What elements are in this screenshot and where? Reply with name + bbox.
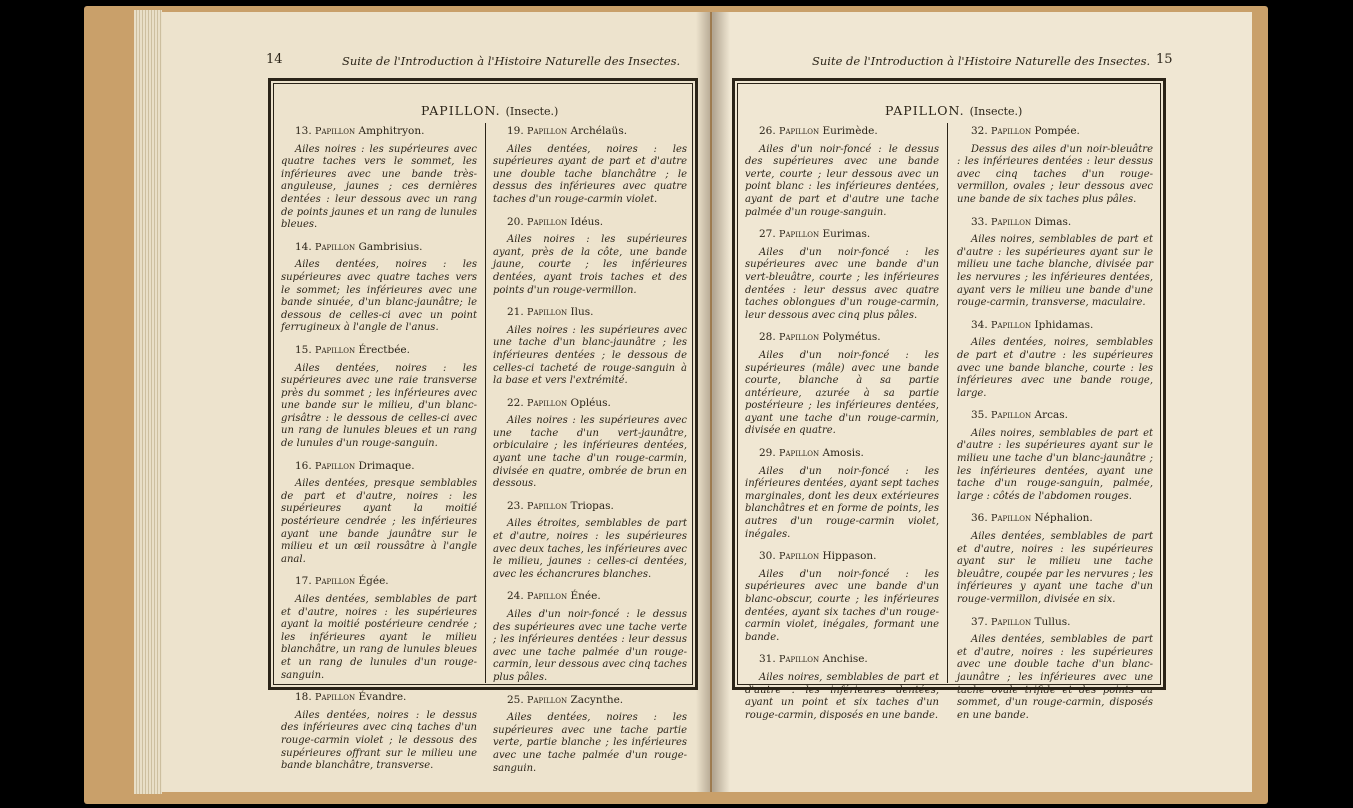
entry-description: Ailes dentées, noires : les supérieures avec quatre taches vers le sommet; les inférieures avec une bande sinuée, d'un blanc-jaunâtre; le dessous de celles-ci avec un point ferrugineux à l'angle de l'anus. xyxy=(281,259,477,334)
entry-species-name: Idéus. xyxy=(570,215,604,228)
entry-genus: Papillon xyxy=(991,410,1032,422)
entry-genus: Papillon xyxy=(315,241,356,253)
page-edges xyxy=(134,10,162,794)
entry-genus: Papillon xyxy=(991,216,1032,228)
entry-number: 21. xyxy=(507,306,524,319)
entry-heading xyxy=(493,216,687,230)
species-entry xyxy=(493,306,687,388)
right-column-2 xyxy=(957,125,1153,731)
entry-number: 27. xyxy=(759,228,776,241)
species-entry xyxy=(745,125,939,219)
entry-species-name: Énée. xyxy=(570,590,601,603)
entry-number: 13. xyxy=(295,125,312,137)
entry-description: Ailes noires : les supérieures ayant, près de la côte, une bande jaune, courte ; les inférieures dentées, ayant trois taches et des points d'un rouge-vermillon. xyxy=(493,234,687,296)
entry-genus: Papillon xyxy=(991,616,1032,628)
entry-genus: Papillon xyxy=(527,216,568,228)
entry-heading xyxy=(281,344,477,358)
entry-number: 32. xyxy=(971,125,988,137)
entry-genus: Papillon xyxy=(527,591,568,603)
entry-description: Ailes noires : les supérieures avec une tache d'un blanc-jaunâtre ; les inférieures dentées ; le dessous de celles-ci tacheté de rouge-sanguin à la base et vers l'extrémité. xyxy=(493,324,687,387)
entry-genus: Papillon xyxy=(527,307,568,319)
right-column-1 xyxy=(745,125,939,731)
entry-heading xyxy=(493,397,687,411)
entry-heading xyxy=(493,590,687,604)
entry-heading xyxy=(745,550,939,564)
right-panel-title xyxy=(885,103,1022,118)
entry-genus: Papillon xyxy=(527,397,568,409)
entry-genus: Papillon xyxy=(991,513,1032,525)
entry-genus: Papillon xyxy=(527,126,568,137)
entry-number: 24. xyxy=(507,590,524,603)
entry-number: 19. xyxy=(507,125,524,137)
entry-number: 26. xyxy=(759,125,776,137)
species-entry xyxy=(281,241,477,335)
entry-number: 22. xyxy=(507,396,524,409)
species-entry xyxy=(957,125,1153,207)
species-entry xyxy=(493,125,687,207)
right-page-number: 15 xyxy=(1156,52,1173,67)
entry-species-name: Eurimas. xyxy=(822,228,871,241)
entry-species-name: Gambrisius. xyxy=(358,240,423,253)
entry-species-name: Érectbée. xyxy=(358,343,410,356)
species-entry xyxy=(493,590,687,684)
entry-number: 30. xyxy=(759,550,776,563)
entry-genus: Papillon xyxy=(779,332,820,344)
entry-species-name: Hippason. xyxy=(822,550,877,563)
entry-number: 15. xyxy=(295,343,312,356)
entry-description: Ailes dentées, semblables de part et d'autre, noires : les supérieures ayant sur le milieu une tache bleuâtre, coupée par les nervures ; les inférieures y ayant une tache d'un rouge-vermillon, divisée en six. xyxy=(957,531,1153,605)
right-page xyxy=(712,12,1252,792)
entry-genus: Papillon xyxy=(779,229,820,241)
entry-heading xyxy=(745,331,939,345)
entry-number: 28. xyxy=(759,331,776,344)
entry-species-name: Zacynthe. xyxy=(570,693,624,706)
entry-heading xyxy=(281,575,477,589)
entry-species-name: Néphalion. xyxy=(1034,512,1093,525)
left-page xyxy=(162,12,710,792)
entry-species-name: Arcas. xyxy=(1034,409,1068,422)
entry-number: 25. xyxy=(507,693,524,706)
entry-description: Ailes dentées, noires, semblables de part et d'autre : les supérieures avec une bande blanche, courte : les inférieures avec une bande rouge, large. xyxy=(957,337,1153,399)
entry-number: 29. xyxy=(759,447,776,460)
entry-description: Ailes d'un noir-foncé : le dessus des supérieures avec une tache verte ; les inférieures dentées : leur dessus avec une tache palmée d'un rouge-carmin, leur dessous avec cinq taches plus pâles. xyxy=(493,609,687,683)
entry-species-name: Archélaüs. xyxy=(570,125,628,137)
entry-heading xyxy=(957,616,1153,630)
entry-description: Ailes étroites, semblables de part et d'autre, noires : les supérieures avec deux taches, les inférieures avec le milieu, jaunes : celles-ci dentées, avec les échancrures blanches. xyxy=(493,518,687,580)
entry-genus: Papillon xyxy=(527,500,568,512)
entry-number: 36. xyxy=(971,512,988,525)
entry-genus: Papillon xyxy=(315,344,356,356)
right-frame xyxy=(732,78,1166,721)
entry-species-name: Opléus. xyxy=(570,396,611,409)
entry-description: Ailes dentées, presque semblables de part et d'autre, noires : les supérieures ayant la moitié postérieure cendrée ; les inférieures ayant une bande jaunâtre sur le milieu et un œil roussâtre à l'angle anal. xyxy=(281,478,477,565)
species-entry xyxy=(745,228,939,322)
entry-species-name: Amosis. xyxy=(822,447,864,460)
entry-genus: Papillon xyxy=(315,576,356,588)
entry-heading xyxy=(957,125,1153,139)
entry-species-name: Égée. xyxy=(358,575,389,588)
entry-description: Ailes dentées, semblables de part et d'autre, noires : les supérieures ayant la moitié postérieure cendrée ; les inférieures ayant le milieu blanchâtre, un rang de lunules bleues et un rang de lunules d'un rouge-sanguin. xyxy=(281,594,477,681)
entry-species-name: Ilus. xyxy=(570,306,594,319)
entry-species-name: Dimas. xyxy=(1034,215,1072,228)
entry-number: 18. xyxy=(295,691,312,704)
entry-number: 16. xyxy=(295,459,312,472)
left-panel-title-text: PAPILLON. xyxy=(421,103,501,118)
entry-number: 17. xyxy=(295,575,312,588)
entry-heading xyxy=(493,500,687,514)
entry-genus: Papillon xyxy=(779,126,820,137)
entry-species-name: Triopas. xyxy=(570,499,614,512)
entry-heading xyxy=(957,216,1153,230)
species-entry xyxy=(493,397,687,491)
entry-description: Ailes noires : les supérieures avec une tache d'un vert-jaunâtre, orbiculaire ; les inférieures dentées, ayant une tache d'un rouge-carmin, divisée en quatre, ombrée de brun en dessous. xyxy=(493,415,687,490)
entry-description: Ailes dentées, noires : le dessus des inférieures avec cinq taches d'un rouge-carmin violet ; le dessous des supérieures offrant sur le milieu une bande blanchâtre, transverse. xyxy=(281,709,477,772)
entry-number: 14. xyxy=(295,240,312,253)
entry-heading xyxy=(281,691,477,705)
entry-heading xyxy=(281,460,477,474)
entry-genus: Papillon xyxy=(779,448,820,460)
entry-heading xyxy=(745,653,939,667)
entry-species-name: Polymétus. xyxy=(822,331,881,344)
entry-genus: Papillon xyxy=(779,654,820,666)
species-entry xyxy=(493,500,687,582)
entry-description: Ailes d'un noir-foncé : les supérieures avec une bande d'un vert-bleuâtre, courte ; les inférieures dentées : leur dessus avec quatre taches oblongues d'un rouge-carmin, leur dessous avec cinq plus pâles. xyxy=(745,246,939,321)
entry-species-name: Anchise. xyxy=(822,653,868,666)
right-panel-title-text: PAPILLON. xyxy=(885,103,965,118)
species-entry xyxy=(745,331,939,438)
entry-species-name: Pompée. xyxy=(1034,125,1080,137)
species-entry xyxy=(281,344,477,451)
entry-description: Ailes noires, semblables de part et d'autre : les supérieures ayant sur le milieu une tache blanche, divisée par les nervures ; les inférieures dentées, ayant vers le milieu une bande d'une rouge-carmin, transverse, maculaire. xyxy=(957,234,1153,309)
entry-genus: Papillon xyxy=(991,319,1032,331)
left-running-head: Suite de l'Introduction à l'Histoire Naturelle des Insectes. xyxy=(342,54,681,68)
entry-description: Ailes d'un noir-foncé : les supérieures (mâle) avec une bande courte, blanche à sa partie antérieure, azurée à sa partie postérieure ; les inférieures dentées, ayant une tache d'un rouge-carmin, divisée en quatre. xyxy=(745,349,939,437)
entry-description: Dessus des ailes d'un noir-bleuâtre : les inférieures dentées : leur dessus avec cinq taches d'un rouge-vermillon, ovales ; leur dessous avec une bande de six taches plus pâles. xyxy=(957,143,1153,205)
entry-species-name: Tullus. xyxy=(1034,615,1071,628)
species-entry xyxy=(493,694,687,776)
species-entry xyxy=(281,691,477,773)
species-entry xyxy=(745,447,939,541)
left-panel-title xyxy=(421,103,558,118)
left-column-2 xyxy=(493,125,687,784)
entry-heading xyxy=(745,447,939,461)
entry-heading xyxy=(493,125,687,139)
entry-description: Ailes noires, semblables de part et d'autre : les inférieures dentées, ayant un point et six taches d'un rouge-carmin, disposés en une bande. xyxy=(745,671,939,721)
entry-species-name: Amphitryon. xyxy=(358,125,425,137)
entry-number: 35. xyxy=(971,409,988,422)
species-entry xyxy=(281,460,477,567)
species-entry xyxy=(745,550,939,644)
species-entry xyxy=(281,575,477,682)
left-column-1 xyxy=(281,125,477,782)
entry-species-name: Drimaque. xyxy=(358,459,415,472)
entry-genus: Papillon xyxy=(315,692,356,704)
right-panel-subtitle: (Insecte.) xyxy=(969,105,1023,118)
entry-heading xyxy=(957,319,1153,333)
entry-description: Ailes dentées, semblables de part et d'autre, noires : les supérieures avec une double tache d'un blanc-jaunâtre ; les inférieures avec une tache ovale trifide et des points au sommet, d'un rouge-carmin, disposés en une bande. xyxy=(957,634,1153,721)
entry-genus: Papillon xyxy=(315,460,356,472)
entry-number: 31. xyxy=(759,653,776,666)
left-column-rule xyxy=(485,123,486,683)
entry-description: Ailes d'un noir-foncé : les inférieures dentées, ayant sept taches marginales, dont les deux extérieures blanchâtres et en forme de points, les autres d'un rouge-carmin violet, inégales. xyxy=(745,465,939,540)
entry-number: 33. xyxy=(971,215,988,228)
entry-genus: Papillon xyxy=(991,126,1032,137)
entry-heading xyxy=(281,241,477,255)
species-entry xyxy=(493,216,687,298)
species-entry xyxy=(745,653,939,722)
right-running-head: Suite de l'Introduction à l'Histoire Naturelle des Insectes. xyxy=(812,54,1151,68)
entry-genus: Papillon xyxy=(779,551,820,563)
entry-number: 37. xyxy=(971,615,988,628)
entry-description: Ailes dentées, noires : les supérieures ayant de part et d'autre une double tache blanchâtre ; le dessus des inférieures avec quatre taches d'un rouge-carmin violet. xyxy=(493,143,687,205)
entry-number: 23. xyxy=(507,499,524,512)
entry-species-name: Évandre. xyxy=(358,691,407,704)
right-column-rule xyxy=(947,123,948,683)
entry-heading xyxy=(493,306,687,320)
entry-heading xyxy=(957,409,1153,423)
species-entry xyxy=(957,319,1153,401)
entry-number: 20. xyxy=(507,215,524,228)
entry-description: Ailes d'un noir-foncé : les supérieures avec une bande d'un blanc-obscur, courte ; les inférieures dentées, ayant six taches d'un rouge-carmin violet, inégales, formant une bande. xyxy=(745,568,939,643)
book-gutter xyxy=(696,12,730,792)
species-entry xyxy=(957,616,1153,723)
entry-heading xyxy=(745,125,939,139)
left-panel-subtitle: (Insecte.) xyxy=(505,105,559,118)
entry-description: Ailes noires : les supérieures avec quatre taches vers le sommet, les inférieures avec une bande très-anguleuse, jaunes ; ces dernières dentées : leur dessous avec un rang de points jaunes et un rang de lunules bleues. xyxy=(281,143,477,231)
entry-description: Ailes dentées, noires : les supérieures avec une raie transverse près du sommet ; les inférieures avec une bande sur le milieu, d'un blanc-grisâtre : le dessous de celles-ci avec un rang de lunules bleues et un rang de lunules d'un rouge-sanguin. xyxy=(281,362,477,450)
left-page-number: 14 xyxy=(266,52,283,67)
species-entry xyxy=(957,512,1153,606)
entry-heading xyxy=(281,125,477,139)
entry-genus: Papillon xyxy=(315,126,356,137)
left-frame xyxy=(268,78,698,774)
entry-heading xyxy=(957,512,1153,526)
entry-description: Ailes noires, semblables de part et d'autre : les supérieures ayant sur le milieu une tache d'un blanc-jaunâtre ; les inférieures dentées, ayant une tache d'un rouge-sanguin, palmée, large : côtés de l'abdomen rouges. xyxy=(957,427,1153,502)
entry-species-name: Iphidamas. xyxy=(1034,318,1094,331)
entry-description: Ailes dentées, noires : les supérieures avec une tache partie verte, partie blanche ; les inférieures avec une tache palmée d'un rouge-sanguin. xyxy=(493,712,687,774)
entry-heading xyxy=(745,228,939,242)
species-entry xyxy=(957,216,1153,310)
species-entry xyxy=(957,409,1153,503)
entry-number: 34. xyxy=(971,318,988,331)
entry-heading xyxy=(493,694,687,708)
entry-genus: Papillon xyxy=(527,694,568,706)
entry-description: Ailes d'un noir-foncé : le dessus des supérieures avec une bande verte, courte ; leur dessous avec un point blanc : les inférieures dentées, ayant de part et d'autre une tache palmée d'un rouge-sanguin. xyxy=(745,143,939,218)
entry-species-name: Eurimède. xyxy=(822,125,878,137)
species-entry xyxy=(281,125,477,232)
